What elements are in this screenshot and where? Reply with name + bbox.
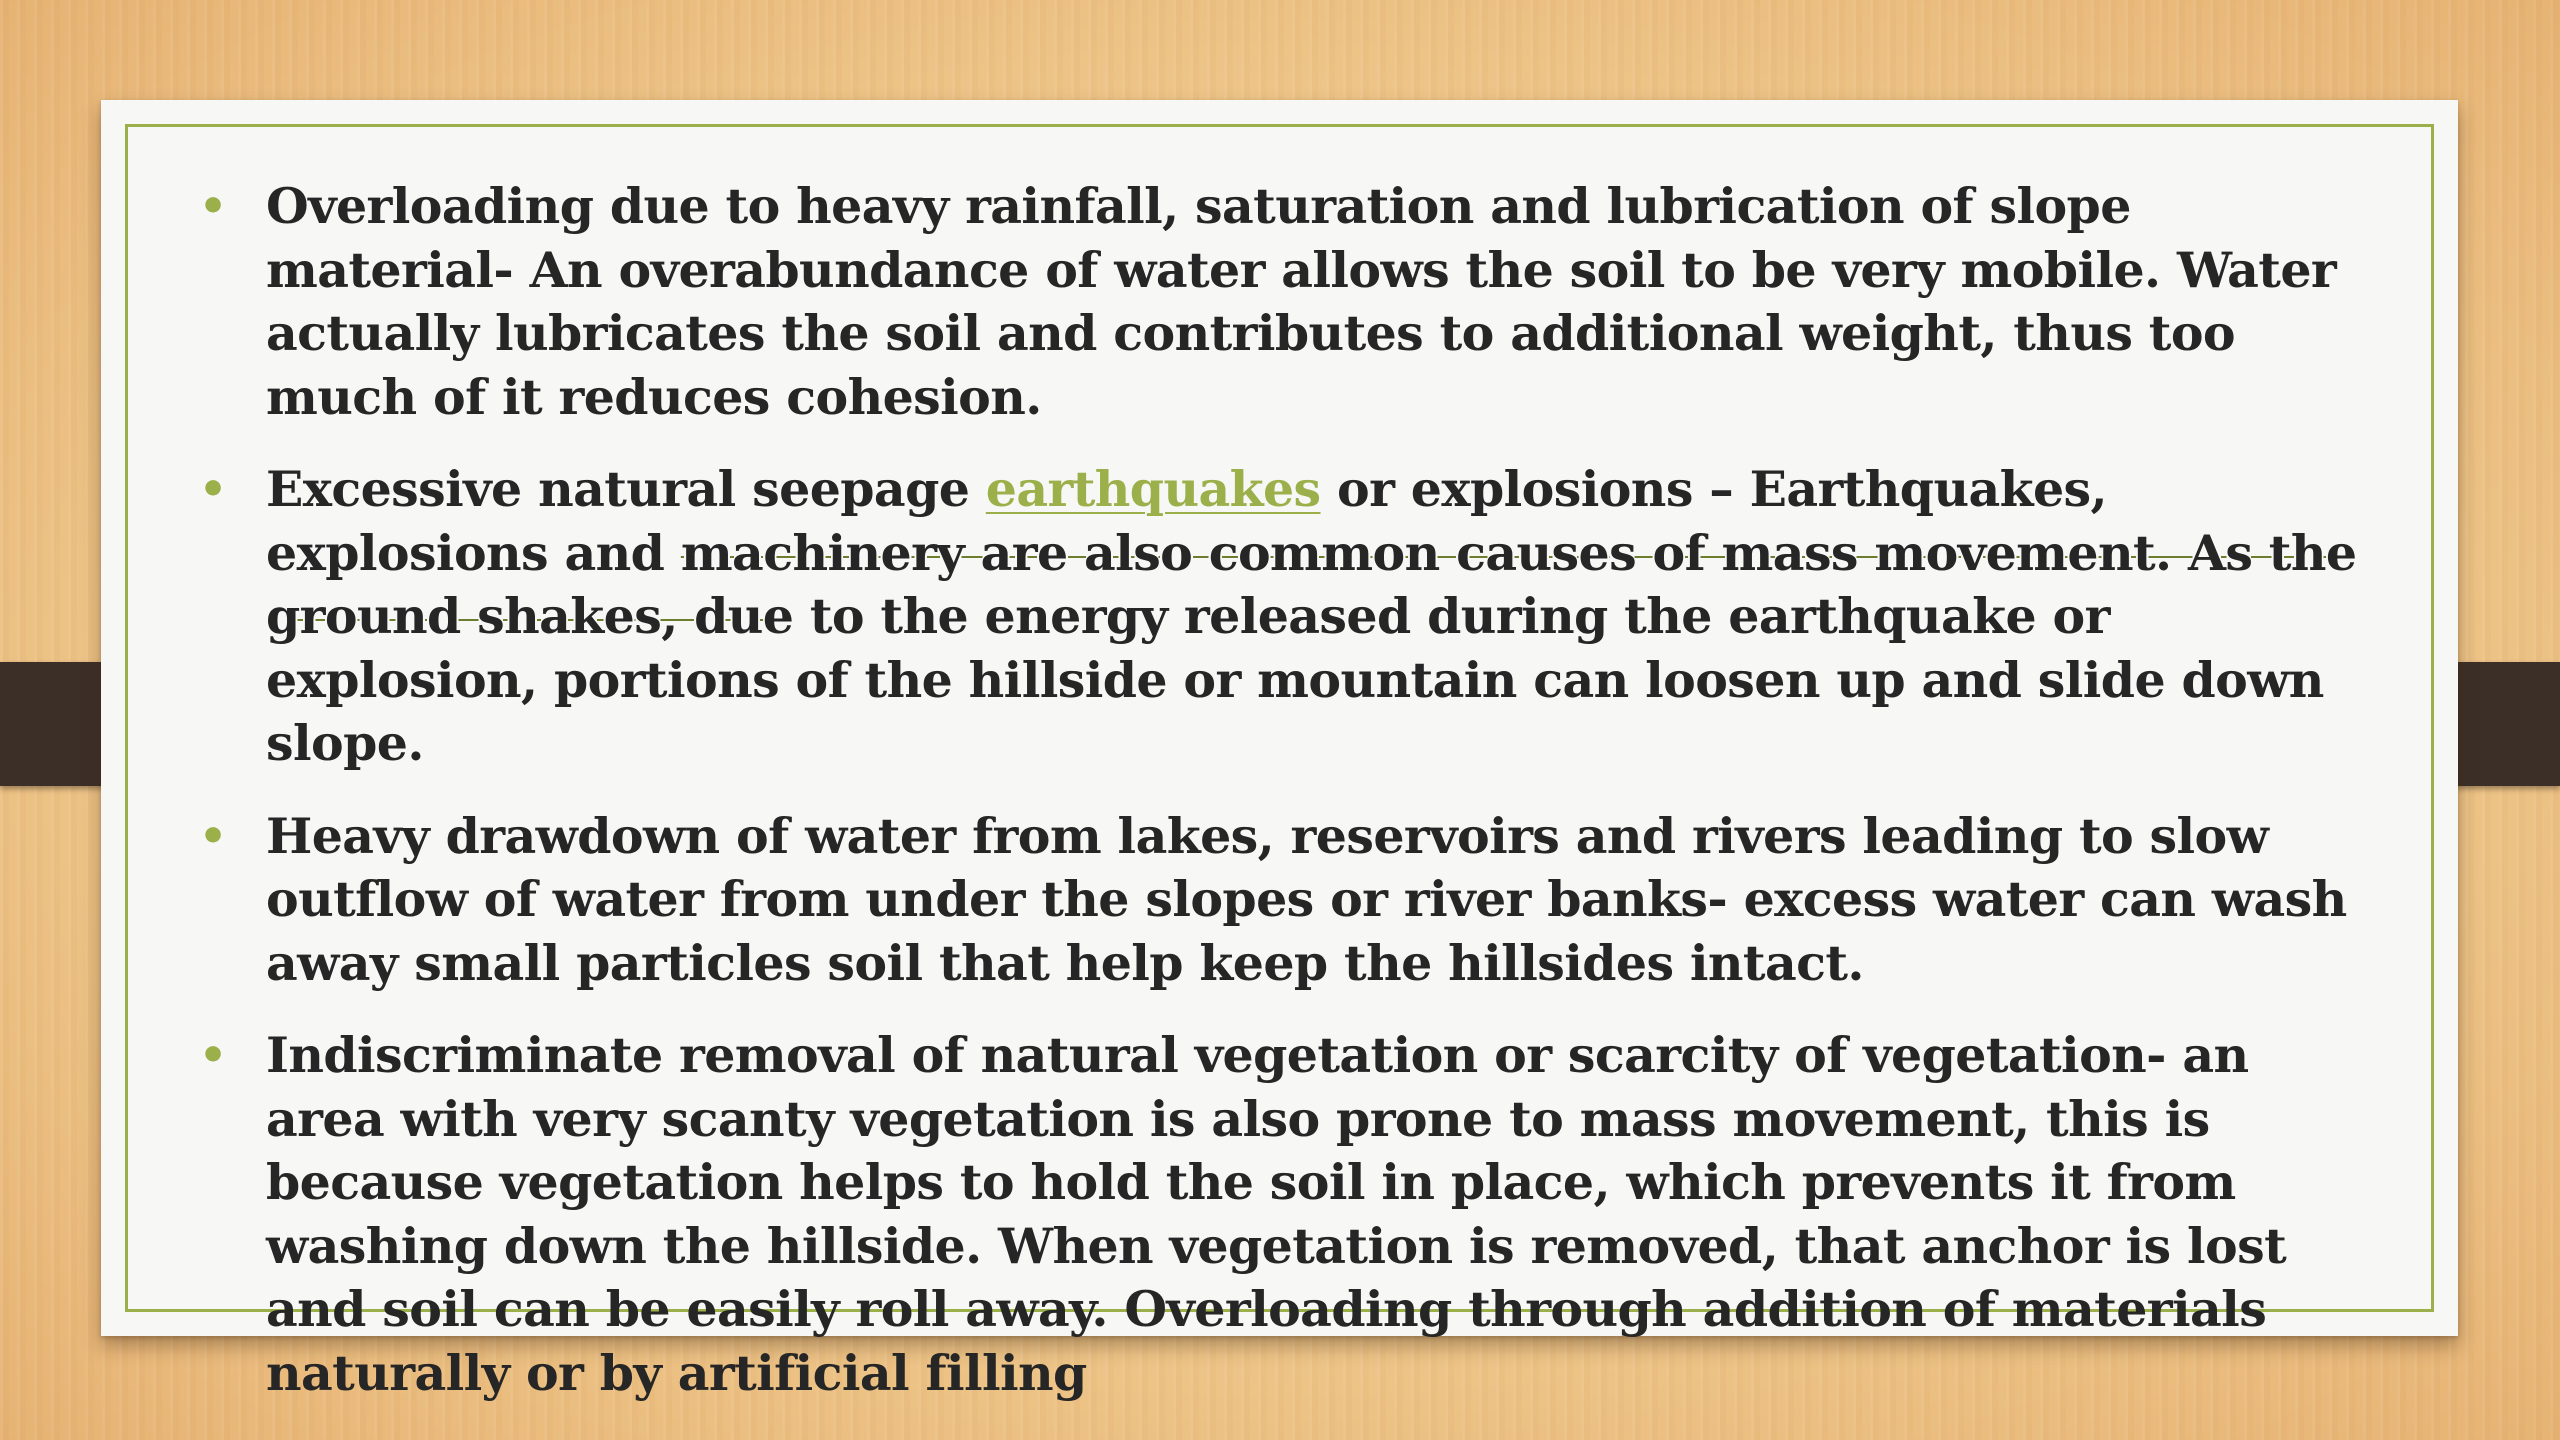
- bullet-item-rainfall: [195, 175, 2375, 429]
- bullet-text: Overloading due to heavy rainfall, saturation and lubrication of slope material- An overabundance of water allows the soil to be very mobile. Water actually lubricates the soil and contributes to additional weight, thus too much of it reduces cohesion.: [266, 177, 2337, 426]
- bullet-text: [266, 458, 2375, 776]
- bullet-text: Indiscriminate removal of natural vegetation or scarcity of vegetation- an area with very scanty vegetation is also prone to mass movement, this is because vegetation helps to hold the soil in place, which prevents it from washing down the hillside. When vegetation is removed, that anchor is lost and soil can be easily roll away. Overloading through addition of materials naturally or by artificial filling: [266, 1026, 2287, 1402]
- underlined-text: machinery are also common causes of mass movement. As the ground shakes, due: [266, 523, 2357, 645]
- bullet-item-vegetation: [195, 1024, 2375, 1405]
- bullet-dot-icon: •: [199, 810, 227, 862]
- bullet-item-seepage: [195, 458, 2375, 776]
- bullet-dot-icon: •: [199, 1030, 227, 1081]
- bullet-dot-icon: •: [199, 181, 227, 232]
- bullet-text: Heavy drawdown of water from lakes, reservoirs and rivers leading to slow outflow of water from under the slopes or river banks- excess water can wash away small particles soil that help keep the hillsides intact.: [266, 806, 2347, 992]
- bullet-item-drawdown: [195, 805, 2375, 996]
- bullet-dot-icon: •: [199, 464, 227, 515]
- earthquakes-link[interactable]: earthquakes: [985, 460, 1321, 518]
- bullet-text-part: Excessive natural seepage: [266, 460, 986, 518]
- bullet-text-part: or explosions – Earthquakes, explosions and: [266, 460, 2108, 582]
- bullet-text-part: to the energy released during the earthquake or explosion, portions of the hillside or mountain can loosen up and slide down slope.: [266, 587, 2324, 772]
- bullet-list: [195, 175, 2375, 1434]
